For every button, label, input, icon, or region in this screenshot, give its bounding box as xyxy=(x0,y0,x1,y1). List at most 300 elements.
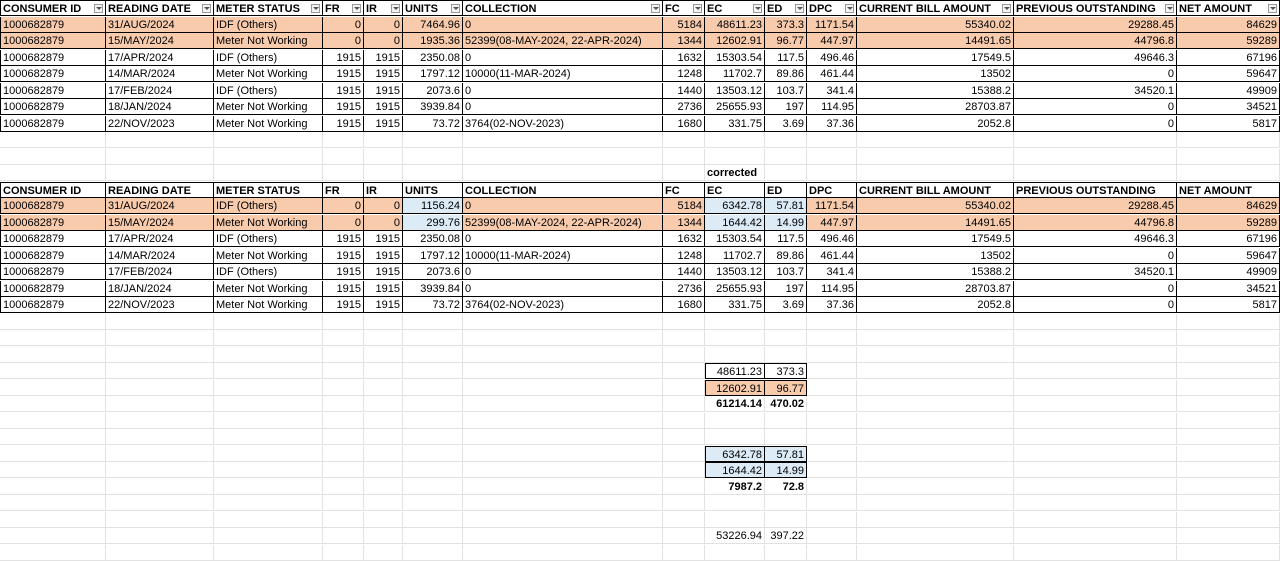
header-collection[interactable]: COLLECTION xyxy=(463,0,663,16)
cell-previous-outstanding[interactable]: 0 xyxy=(1014,281,1177,297)
empty-cell[interactable] xyxy=(857,132,1014,148)
cell-consumer-id[interactable]: 1000682879 xyxy=(0,83,106,99)
empty-cell[interactable] xyxy=(663,495,705,511)
cell-collection[interactable]: 0 xyxy=(463,83,663,99)
empty-cell[interactable] xyxy=(765,347,807,363)
cell-units[interactable]: 3939.84 xyxy=(403,99,463,115)
cell-fc[interactable]: 1440 xyxy=(663,83,705,99)
calc-value[interactable]: 1644.42 xyxy=(705,462,765,478)
empty-cell[interactable] xyxy=(663,512,705,528)
empty-cell[interactable] xyxy=(807,429,857,445)
cell-fr[interactable]: 0 xyxy=(323,33,364,49)
cell-collection[interactable]: 0 xyxy=(463,99,663,115)
cell-current-bill-amount[interactable]: 28703.87 xyxy=(857,281,1014,297)
cell-dpc[interactable]: 461.44 xyxy=(807,66,857,82)
empty-cell[interactable] xyxy=(1177,512,1280,528)
empty-cell[interactable] xyxy=(364,330,403,346)
empty-cell[interactable] xyxy=(1177,314,1280,330)
cell-current-bill-amount[interactable]: 2052.8 xyxy=(857,116,1014,132)
empty-cell[interactable] xyxy=(705,512,765,528)
cell-meter-status[interactable]: Meter Not Working xyxy=(214,281,323,297)
empty-cell[interactable] xyxy=(807,413,857,429)
empty-cell[interactable] xyxy=(0,429,106,445)
header-consumer-id[interactable]: CONSUMER ID xyxy=(0,0,106,16)
cell-ec[interactable]: 11702.7 xyxy=(705,66,765,82)
empty-cell[interactable] xyxy=(0,149,106,165)
cell-ed[interactable]: 89.86 xyxy=(765,248,807,264)
empty-cell[interactable] xyxy=(857,512,1014,528)
empty-cell[interactable] xyxy=(106,512,214,528)
empty-cell[interactable] xyxy=(1014,545,1177,561)
cell-fc[interactable]: 1344 xyxy=(663,215,705,231)
empty-cell[interactable] xyxy=(106,413,214,429)
cell-collection[interactable]: 0 xyxy=(463,50,663,66)
empty-cell[interactable] xyxy=(663,347,705,363)
cell-previous-outstanding[interactable]: 49646.3 xyxy=(1014,50,1177,66)
cell-meter-status[interactable]: Meter Not Working xyxy=(214,248,323,264)
header-dpc[interactable]: DPC xyxy=(807,0,857,16)
cell-meter-status[interactable]: Meter Not Working xyxy=(214,66,323,82)
cell-reading-date[interactable]: 18/JAN/2024 xyxy=(106,99,214,115)
empty-cell[interactable] xyxy=(857,347,1014,363)
cell-ed[interactable]: 89.86 xyxy=(765,66,807,82)
empty-cell[interactable] xyxy=(463,347,663,363)
empty-cell[interactable] xyxy=(807,347,857,363)
cell-previous-outstanding[interactable]: 34520.1 xyxy=(1014,264,1177,280)
cell-current-bill-amount[interactable]: 13502 xyxy=(857,66,1014,82)
empty-cell[interactable] xyxy=(857,495,1014,511)
header-ed[interactable]: ED xyxy=(765,182,807,198)
cell-ir[interactable]: 1915 xyxy=(364,264,403,280)
filter-dropdown-icon[interactable] xyxy=(1268,4,1277,13)
cell-units[interactable]: 1797.12 xyxy=(403,248,463,264)
empty-cell[interactable] xyxy=(765,413,807,429)
cell-reading-date[interactable]: 18/JAN/2024 xyxy=(106,281,214,297)
calc-value[interactable]: 397.22 xyxy=(765,528,807,544)
cell-units[interactable]: 2073.6 xyxy=(403,264,463,280)
cell-previous-outstanding[interactable]: 29288.45 xyxy=(1014,198,1177,214)
empty-cell[interactable] xyxy=(1177,429,1280,445)
empty-cell[interactable] xyxy=(214,132,323,148)
cell-ec[interactable]: 48611.23 xyxy=(705,17,765,33)
cell-net-amount[interactable]: 84629 xyxy=(1177,198,1280,214)
cell-previous-outstanding[interactable]: 49646.3 xyxy=(1014,231,1177,247)
empty-cell[interactable] xyxy=(765,314,807,330)
cell-ir[interactable]: 1915 xyxy=(364,50,403,66)
empty-cell[interactable] xyxy=(1014,330,1177,346)
empty-cell[interactable] xyxy=(0,512,106,528)
cell-meter-status[interactable]: IDF (Others) xyxy=(214,50,323,66)
cell-fr[interactable]: 1915 xyxy=(323,116,364,132)
empty-cell[interactable] xyxy=(807,132,857,148)
empty-cell[interactable] xyxy=(364,314,403,330)
cell-dpc[interactable]: 37.36 xyxy=(807,116,857,132)
cell-net-amount[interactable]: 49909 xyxy=(1177,83,1280,99)
cell-ed[interactable]: 96.77 xyxy=(765,33,807,49)
cell-previous-outstanding[interactable]: 0 xyxy=(1014,66,1177,82)
cell-consumer-id[interactable]: 1000682879 xyxy=(0,198,106,214)
cell-collection[interactable]: 3764(02-NOV-2023) xyxy=(463,297,663,313)
cell-ec[interactable]: 12602.91 xyxy=(705,33,765,49)
empty-cell[interactable] xyxy=(1177,495,1280,511)
empty-cell[interactable] xyxy=(403,512,463,528)
empty-cell[interactable] xyxy=(857,330,1014,346)
cell-ec[interactable]: 331.75 xyxy=(705,297,765,313)
cell-collection[interactable]: 3764(02-NOV-2023) xyxy=(463,116,663,132)
empty-cell[interactable] xyxy=(403,495,463,511)
cell-net-amount[interactable]: 34521 xyxy=(1177,281,1280,297)
cell-units[interactable]: 1797.12 xyxy=(403,66,463,82)
cell-reading-date[interactable]: 15/MAY/2024 xyxy=(106,33,214,49)
cell-fr[interactable]: 1915 xyxy=(323,66,364,82)
empty-cell[interactable] xyxy=(663,314,705,330)
empty-cell[interactable] xyxy=(403,429,463,445)
cell-ir[interactable]: 0 xyxy=(364,33,403,49)
cell-consumer-id[interactable]: 1000682879 xyxy=(0,99,106,115)
empty-cell[interactable] xyxy=(765,512,807,528)
header-meter-status[interactable]: METER STATUS xyxy=(214,182,323,198)
empty-cell[interactable] xyxy=(0,132,106,148)
filter-dropdown-icon[interactable] xyxy=(1002,4,1011,13)
cell-current-bill-amount[interactable]: 2052.8 xyxy=(857,297,1014,313)
empty-cell[interactable] xyxy=(807,314,857,330)
cell-ir[interactable]: 0 xyxy=(364,215,403,231)
empty-cell[interactable] xyxy=(857,429,1014,445)
cell-current-bill-amount[interactable]: 17549.5 xyxy=(857,50,1014,66)
cell-net-amount[interactable]: 67196 xyxy=(1177,50,1280,66)
cell-reading-date[interactable]: 22/NOV/2023 xyxy=(106,297,214,313)
empty-cell[interactable] xyxy=(214,495,323,511)
cell-meter-status[interactable]: IDF (Others) xyxy=(214,231,323,247)
empty-cell[interactable] xyxy=(0,413,106,429)
cell-current-bill-amount[interactable]: 55340.02 xyxy=(857,17,1014,33)
empty-cell[interactable] xyxy=(0,330,106,346)
header-units[interactable]: UNITS xyxy=(403,182,463,198)
cell-ed[interactable]: 117.5 xyxy=(765,50,807,66)
cell-net-amount[interactable]: 59289 xyxy=(1177,215,1280,231)
cell-collection[interactable]: 10000(11-MAR-2024) xyxy=(463,66,663,82)
cell-dpc[interactable]: 496.46 xyxy=(807,231,857,247)
cell-dpc[interactable]: 37.36 xyxy=(807,297,857,313)
empty-cell[interactable] xyxy=(663,429,705,445)
empty-cell[interactable] xyxy=(705,330,765,346)
cell-previous-outstanding[interactable]: 34520.1 xyxy=(1014,83,1177,99)
cell-net-amount[interactable]: 59289 xyxy=(1177,33,1280,49)
cell-fc[interactable]: 1680 xyxy=(663,297,705,313)
cell-meter-status[interactable]: Meter Not Working xyxy=(214,33,323,49)
empty-cell[interactable] xyxy=(323,149,364,165)
filter-dropdown-icon[interactable] xyxy=(391,4,400,13)
cell-ec[interactable]: 15303.54 xyxy=(705,231,765,247)
cell-units[interactable]: 73.72 xyxy=(403,116,463,132)
cell-reading-date[interactable]: 31/AUG/2024 xyxy=(106,17,214,33)
cell-ec[interactable]: 13503.12 xyxy=(705,83,765,99)
empty-cell[interactable] xyxy=(0,347,106,363)
empty-cell[interactable] xyxy=(403,314,463,330)
empty-cell[interactable] xyxy=(214,545,323,561)
cell-ec[interactable]: 15303.54 xyxy=(705,50,765,66)
cell-ir[interactable]: 1915 xyxy=(364,297,403,313)
cell-ir[interactable]: 1915 xyxy=(364,66,403,82)
cell-current-bill-amount[interactable]: 17549.5 xyxy=(857,231,1014,247)
cell-collection[interactable]: 52399(08-MAY-2024, 22-APR-2024) xyxy=(463,33,663,49)
cell-ec[interactable]: 25655.93 xyxy=(705,281,765,297)
empty-cell[interactable] xyxy=(364,429,403,445)
header-meter-status[interactable]: METER STATUS xyxy=(214,0,323,16)
header-fc[interactable]: FC xyxy=(663,0,705,16)
empty-cell[interactable] xyxy=(765,429,807,445)
cell-fc[interactable]: 1344 xyxy=(663,33,705,49)
cell-previous-outstanding[interactable]: 44796.8 xyxy=(1014,33,1177,49)
filter-dropdown-icon[interactable] xyxy=(202,4,211,13)
calc-value[interactable]: 53226.94 xyxy=(705,528,765,544)
header-net-amount[interactable]: NET AMOUNT xyxy=(1177,0,1280,16)
cell-ec[interactable]: 11702.7 xyxy=(705,248,765,264)
empty-cell[interactable] xyxy=(705,314,765,330)
empty-cell[interactable] xyxy=(705,149,765,165)
empty-cell[interactable] xyxy=(765,330,807,346)
cell-ed[interactable]: 3.69 xyxy=(765,297,807,313)
cell-reading-date[interactable]: 17/FEB/2024 xyxy=(106,264,214,280)
empty-cell[interactable] xyxy=(1177,132,1280,148)
cell-fc[interactable]: 1632 xyxy=(663,50,705,66)
empty-cell[interactable] xyxy=(106,545,214,561)
empty-cell[interactable] xyxy=(214,512,323,528)
cell-meter-status[interactable]: Meter Not Working xyxy=(214,297,323,313)
empty-cell[interactable] xyxy=(106,132,214,148)
empty-cell[interactable] xyxy=(1014,149,1177,165)
filter-dropdown-icon[interactable] xyxy=(94,4,103,13)
cell-consumer-id[interactable]: 1000682879 xyxy=(0,215,106,231)
empty-cell[interactable] xyxy=(463,545,663,561)
empty-cell[interactable] xyxy=(463,314,663,330)
cell-reading-date[interactable]: 17/APR/2024 xyxy=(106,231,214,247)
cell-collection[interactable]: 10000(11-MAR-2024) xyxy=(463,248,663,264)
empty-cell[interactable] xyxy=(1177,330,1280,346)
empty-cell[interactable] xyxy=(364,545,403,561)
cell-fc[interactable]: 1632 xyxy=(663,231,705,247)
cell-net-amount[interactable]: 5817 xyxy=(1177,297,1280,313)
empty-cell[interactable] xyxy=(0,314,106,330)
empty-cell[interactable] xyxy=(463,495,663,511)
empty-cell[interactable] xyxy=(323,132,364,148)
calc-value[interactable]: 14.99 xyxy=(765,462,807,478)
header-ir[interactable]: IR xyxy=(364,0,403,16)
corrected-label[interactable]: corrected xyxy=(705,165,765,181)
cell-reading-date[interactable]: 14/MAR/2024 xyxy=(106,66,214,82)
cell-ir[interactable]: 1915 xyxy=(364,231,403,247)
cell-units[interactable]: 2350.08 xyxy=(403,231,463,247)
cell-collection[interactable]: 0 xyxy=(463,17,663,33)
cell-consumer-id[interactable]: 1000682879 xyxy=(0,17,106,33)
cell-collection[interactable]: 0 xyxy=(463,281,663,297)
empty-cell[interactable] xyxy=(0,495,106,511)
filter-dropdown-icon[interactable] xyxy=(845,4,854,13)
cell-net-amount[interactable]: 49909 xyxy=(1177,264,1280,280)
empty-cell[interactable] xyxy=(214,149,323,165)
cell-consumer-id[interactable]: 1000682879 xyxy=(0,281,106,297)
empty-cell[interactable] xyxy=(403,347,463,363)
cell-collection[interactable]: 52399(08-MAY-2024, 22-APR-2024) xyxy=(463,215,663,231)
empty-cell[interactable] xyxy=(463,512,663,528)
cell-ec[interactable]: 13503.12 xyxy=(705,264,765,280)
cell-ir[interactable]: 0 xyxy=(364,198,403,214)
empty-cell[interactable] xyxy=(663,330,705,346)
empty-cell[interactable] xyxy=(765,545,807,561)
cell-units[interactable]: 2350.08 xyxy=(403,50,463,66)
calc-value[interactable]: 12602.91 xyxy=(705,380,765,396)
empty-cell[interactable] xyxy=(1177,545,1280,561)
header-ec[interactable]: EC xyxy=(705,182,765,198)
cell-ed[interactable]: 373.3 xyxy=(765,17,807,33)
header-ec[interactable]: EC xyxy=(705,0,765,16)
cell-consumer-id[interactable]: 1000682879 xyxy=(0,66,106,82)
cell-current-bill-amount[interactable]: 14491.65 xyxy=(857,33,1014,49)
cell-dpc[interactable]: 1171.54 xyxy=(807,198,857,214)
empty-cell[interactable] xyxy=(403,149,463,165)
empty-cell[interactable] xyxy=(323,347,364,363)
cell-dpc[interactable]: 461.44 xyxy=(807,248,857,264)
cell-fc[interactable]: 5184 xyxy=(663,17,705,33)
filter-dropdown-icon[interactable] xyxy=(311,4,320,13)
empty-cell[interactable] xyxy=(1014,347,1177,363)
empty-cell[interactable] xyxy=(1177,347,1280,363)
cell-ed[interactable]: 197 xyxy=(765,281,807,297)
cell-units[interactable]: 7464.96 xyxy=(403,17,463,33)
empty-cell[interactable] xyxy=(1014,132,1177,148)
header-current-bill-amount[interactable]: CURRENT BILL AMOUNT xyxy=(857,182,1014,198)
cell-reading-date[interactable]: 22/NOV/2023 xyxy=(106,116,214,132)
cell-reading-date[interactable]: 31/AUG/2024 xyxy=(106,198,214,214)
empty-cell[interactable] xyxy=(1014,512,1177,528)
cell-collection[interactable]: 0 xyxy=(463,264,663,280)
empty-cell[interactable] xyxy=(323,512,364,528)
empty-cell[interactable] xyxy=(463,413,663,429)
cell-fc[interactable]: 2736 xyxy=(663,99,705,115)
cell-ed[interactable]: 3.69 xyxy=(765,116,807,132)
empty-cell[interactable] xyxy=(106,149,214,165)
cell-net-amount[interactable]: 5817 xyxy=(1177,116,1280,132)
calc-value[interactable]: 61214.14 xyxy=(705,396,765,412)
empty-cell[interactable] xyxy=(765,132,807,148)
cell-meter-status[interactable]: Meter Not Working xyxy=(214,215,323,231)
empty-cell[interactable] xyxy=(323,495,364,511)
filter-dropdown-icon[interactable] xyxy=(352,4,361,13)
empty-cell[interactable] xyxy=(106,347,214,363)
cell-ir[interactable]: 0 xyxy=(364,17,403,33)
cell-net-amount[interactable]: 59647 xyxy=(1177,248,1280,264)
cell-units[interactable]: 2073.6 xyxy=(403,83,463,99)
cell-consumer-id[interactable]: 1000682879 xyxy=(0,50,106,66)
filter-dropdown-icon[interactable] xyxy=(1165,4,1174,13)
empty-cell[interactable] xyxy=(705,495,765,511)
cell-consumer-id[interactable]: 1000682879 xyxy=(0,297,106,313)
cell-meter-status[interactable]: Meter Not Working xyxy=(214,116,323,132)
cell-reading-date[interactable]: 14/MAR/2024 xyxy=(106,248,214,264)
cell-fr[interactable]: 1915 xyxy=(323,248,364,264)
empty-cell[interactable] xyxy=(1014,413,1177,429)
empty-cell[interactable] xyxy=(323,330,364,346)
cell-fr[interactable]: 1915 xyxy=(323,281,364,297)
empty-cell[interactable] xyxy=(807,330,857,346)
cell-ir[interactable]: 1915 xyxy=(364,83,403,99)
cell-reading-date[interactable]: 17/APR/2024 xyxy=(106,50,214,66)
empty-cell[interactable] xyxy=(463,149,663,165)
empty-cell[interactable] xyxy=(1014,495,1177,511)
empty-cell[interactable] xyxy=(663,132,705,148)
cell-ir[interactable]: 1915 xyxy=(364,281,403,297)
cell-fr[interactable]: 1915 xyxy=(323,297,364,313)
empty-cell[interactable] xyxy=(705,132,765,148)
empty-cell[interactable] xyxy=(463,330,663,346)
cell-current-bill-amount[interactable]: 28703.87 xyxy=(857,99,1014,115)
cell-units[interactable]: 73.72 xyxy=(403,297,463,313)
cell-ec[interactable]: 6342.78 xyxy=(705,198,765,214)
cell-reading-date[interactable]: 15/MAY/2024 xyxy=(106,215,214,231)
cell-fr[interactable]: 0 xyxy=(323,198,364,214)
filter-dropdown-icon[interactable] xyxy=(753,4,762,13)
header-ed[interactable]: ED xyxy=(765,0,807,16)
header-current-bill-amount[interactable]: CURRENT BILL AMOUNT xyxy=(857,0,1014,16)
empty-cell[interactable] xyxy=(857,314,1014,330)
cell-fr[interactable]: 1915 xyxy=(323,83,364,99)
cell-dpc[interactable]: 114.95 xyxy=(807,99,857,115)
filter-dropdown-icon[interactable] xyxy=(795,4,804,13)
calc-value[interactable]: 72.8 xyxy=(765,479,807,495)
empty-cell[interactable] xyxy=(857,545,1014,561)
empty-cell[interactable] xyxy=(323,545,364,561)
empty-cell[interactable] xyxy=(364,512,403,528)
empty-cell[interactable] xyxy=(1177,149,1280,165)
cell-fc[interactable]: 2736 xyxy=(663,281,705,297)
cell-current-bill-amount[interactable]: 15388.2 xyxy=(857,83,1014,99)
empty-cell[interactable] xyxy=(106,429,214,445)
cell-consumer-id[interactable]: 1000682879 xyxy=(0,231,106,247)
cell-ed[interactable]: 197 xyxy=(765,99,807,115)
cell-dpc[interactable]: 1171.54 xyxy=(807,17,857,33)
empty-cell[interactable] xyxy=(323,314,364,330)
cell-units[interactable]: 3939.84 xyxy=(403,281,463,297)
empty-cell[interactable] xyxy=(705,429,765,445)
cell-ec[interactable]: 25655.93 xyxy=(705,99,765,115)
cell-meter-status[interactable]: IDF (Others) xyxy=(214,198,323,214)
empty-cell[interactable] xyxy=(663,413,705,429)
cell-ec[interactable]: 331.75 xyxy=(705,116,765,132)
empty-cell[interactable] xyxy=(807,149,857,165)
empty-cell[interactable] xyxy=(214,413,323,429)
empty-cell[interactable] xyxy=(0,545,106,561)
calc-value[interactable]: 7987.2 xyxy=(705,479,765,495)
cell-fr[interactable]: 0 xyxy=(323,215,364,231)
header-reading-date[interactable]: READING DATE xyxy=(106,0,214,16)
cell-current-bill-amount[interactable]: 15388.2 xyxy=(857,264,1014,280)
empty-cell[interactable] xyxy=(463,132,663,148)
cell-fc[interactable]: 1680 xyxy=(663,116,705,132)
cell-ec[interactable]: 1644.42 xyxy=(705,215,765,231)
header-dpc[interactable]: DPC xyxy=(807,182,857,198)
empty-cell[interactable] xyxy=(807,545,857,561)
cell-dpc[interactable]: 447.97 xyxy=(807,215,857,231)
cell-ed[interactable]: 57.81 xyxy=(765,198,807,214)
empty-cell[interactable] xyxy=(364,347,403,363)
cell-consumer-id[interactable]: 1000682879 xyxy=(0,248,106,264)
empty-cell[interactable] xyxy=(214,330,323,346)
cell-meter-status[interactable]: IDF (Others) xyxy=(214,264,323,280)
cell-units[interactable]: 1935.36 xyxy=(403,33,463,49)
cell-units[interactable]: 299.76 xyxy=(403,215,463,231)
cell-ed[interactable]: 103.7 xyxy=(765,264,807,280)
cell-previous-outstanding[interactable]: 0 xyxy=(1014,116,1177,132)
